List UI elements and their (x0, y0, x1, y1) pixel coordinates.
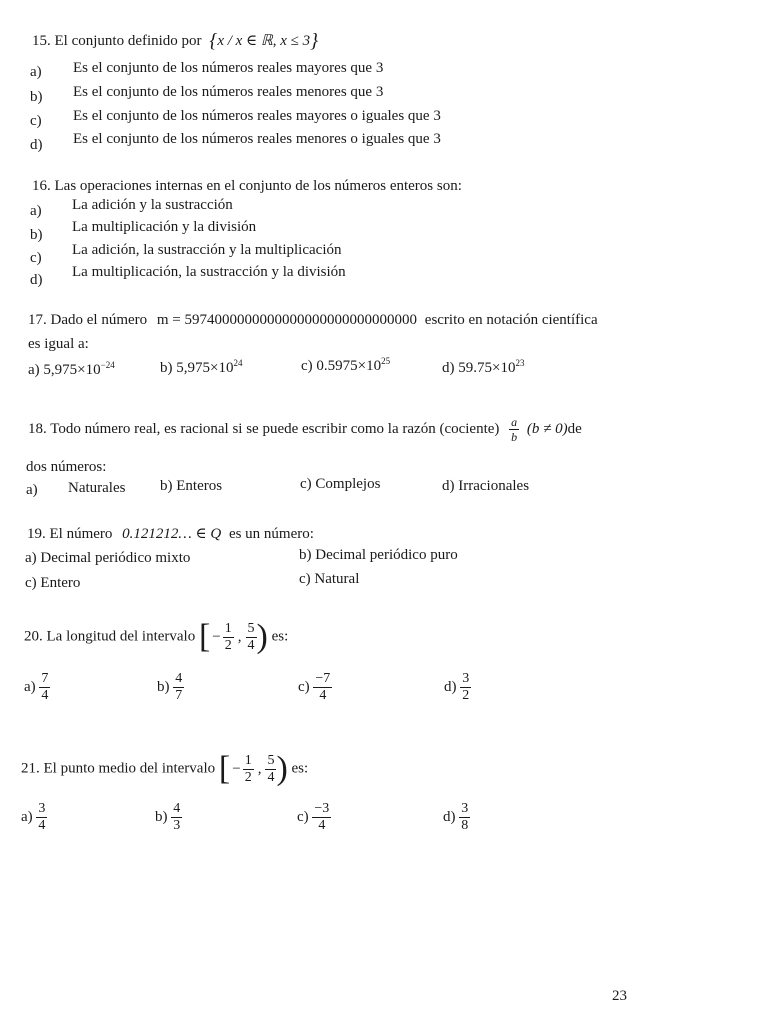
q17-opt-c: c) $0.5975\times 10^{25}$ (301, 356, 391, 374)
q20-after: es: (271, 628, 289, 645)
q21-opt-a: a) $\frac{3}{4}$ (21, 801, 46, 833)
q19-opt-d: c) Natural (299, 571, 360, 587)
q19-stem-line (27, 524, 314, 543)
q18-opt-d: d) Irracionales (442, 478, 530, 494)
q16-opt-a-letter: a) (30, 203, 42, 219)
q20-stem: 20. La longitud del intervalo (24, 628, 196, 645)
q16-opt-b: La multiplicación y la división (72, 219, 257, 235)
page-number: 23 (612, 988, 627, 1004)
q15-stem-line (32, 30, 318, 53)
q21-opt-b: b) $\frac{4}{3}$ (155, 801, 181, 833)
q19-opt-a: a) Decimal periódico mixto (25, 550, 191, 566)
q21-opt-c: c) $\frac{-3}{4}$ (297, 801, 330, 833)
q20-opt-d: d) $\frac{3}{2}$ (444, 671, 470, 703)
q20-interval: [ − $\frac{1}{2}$ , $\frac{5}{4}$ ) (198, 618, 268, 655)
q18-opt-b: b) Enteros (160, 478, 223, 494)
q16-opt-d: La multiplicación, la sustracción y la división (72, 264, 346, 280)
q18-opt-a: Naturales (68, 480, 126, 496)
q17-stem-c: es igual a: (28, 336, 89, 352)
q21-after: es: (291, 760, 309, 777)
q18-opt-a-letter: a) (26, 482, 38, 498)
q15-set: {x / x ∈ ℝ, x ≤ 3} (209, 30, 319, 52)
q17-opt-b: b) $5,975\times 10^{24}$ (160, 358, 243, 376)
q16-stem: 16. Las operaciones internas en el conjunto de los números enteros son: (32, 178, 462, 194)
q19-opt-c: c) Entero (25, 575, 81, 591)
q20-stem-line (24, 620, 288, 654)
q21-interval: [ − $\frac{1}{2}$ , $\frac{5}{4}$ ) (218, 750, 288, 787)
q21-opt-d: d) $\frac{3}{8}$ (443, 801, 469, 833)
q15-opt-d-letter: d) (30, 137, 43, 153)
q18-condition: (b ≠ 0) (526, 420, 568, 437)
q15-opt-d: Es el conjunto de los números reales menores o iguales que 3 (73, 131, 441, 147)
q15-opt-c-letter: c) (30, 113, 42, 129)
q19-stem-a: 19. El número (27, 526, 113, 542)
q18-stem-a: 18. Todo número real, es racional si se puede escribir como la razón (cociente) (28, 420, 500, 437)
q16-opt-d-letter: d) (30, 272, 43, 288)
q18-stem-b: de (567, 420, 582, 437)
q16-opt-a: La adición y la sustracción (72, 197, 233, 213)
q19-stem-b: es un número: (228, 526, 314, 542)
q17-opt-d: d) $59.75\times 10^{23}$ (442, 358, 525, 376)
q17-stem-a: 17. Dado el número (28, 312, 148, 328)
q15-opt-c: Es el conjunto de los números reales mayores o iguales que 3 (73, 108, 441, 124)
q18-stem-c: dos números: (26, 459, 107, 475)
q17-opt-a: a) $5,975\times 10^{-24}$ (28, 360, 115, 378)
q21-stem-line (21, 752, 308, 786)
q17-stem-line (28, 312, 628, 329)
q19-expr: 0.121212… ∈ Q (122, 526, 222, 542)
q19-opt-b: b) Decimal periódico puro (299, 547, 458, 563)
q20-opt-a: a) $\frac{7}{4}$ (24, 671, 49, 703)
q20-opt-c: c) $\frac{-7}{4}$ (298, 671, 331, 703)
q21-stem: 21. El punto medio del intervalo (21, 760, 216, 777)
q18-opt-c: c) Complejos (300, 476, 381, 492)
q17-stem-b: escrito en notación científica (424, 312, 598, 328)
q16-opt-b-letter: b) (30, 227, 43, 243)
q15-opt-b: Es el conjunto de los números reales menores que 3 (73, 84, 384, 100)
q20-opt-b: b) $\frac{4}{7}$ (157, 671, 183, 703)
q16-opt-c-letter: c) (30, 250, 42, 266)
q17-number: m = 5974000000000000000000000000000 (156, 312, 418, 328)
q18-stem-line (28, 416, 648, 443)
q15-stem: 15. El conjunto definido por (32, 33, 202, 49)
q18-fraction: $\frac{a}{b}$ (511, 415, 518, 444)
q16-opt-c: La adición, la sustracción y la multiplicación (72, 242, 342, 258)
q15-opt-a-letter: a) (30, 64, 42, 80)
q15-opt-a: Es el conjunto de los números reales mayores que 3 (73, 60, 384, 76)
q15-opt-b-letter: b) (30, 89, 43, 105)
